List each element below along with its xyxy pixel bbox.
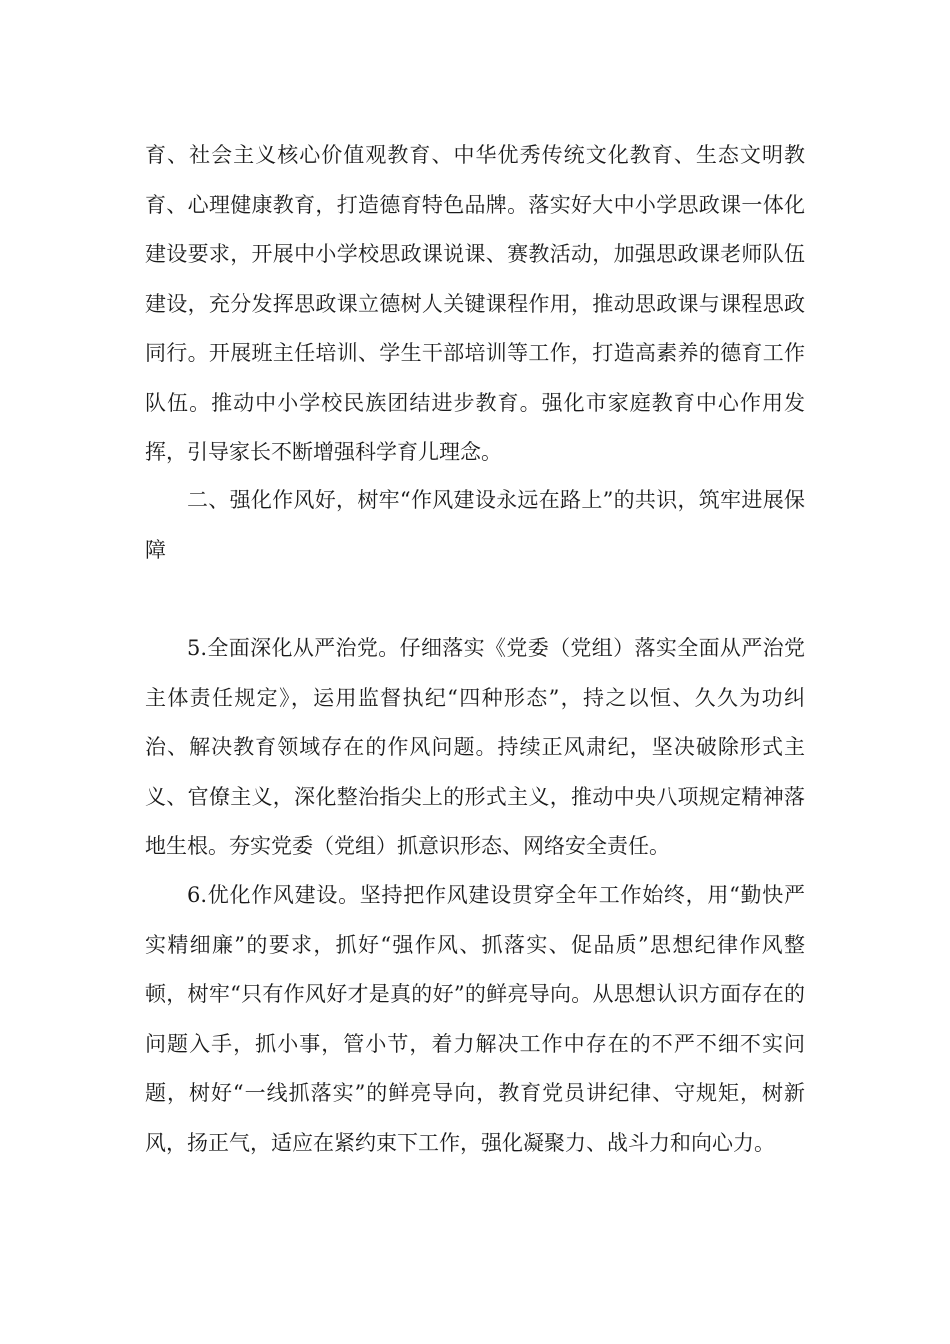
section-heading-work-style: 二、强化作风好，树牢“作风建设永远在路上”的共识，筑牢进展保障 <box>145 488 805 562</box>
paragraph-moral-education: 育、社会主义核心价值观教育、中华优秀传统文化教育、生态文明教育、心理健康教育，打造德育特色品牌。落实好大中小学思政课一体化建设要求，开展中小学校思政课说课、赛教活动，加强思政课老师队伍建设，充分发挥思政课立德树人关键课程作用，推动思政课与课程思政同行。开展班主任培训、学生干部培训等工作，打造高素养的德育工作队伍。推动中小学校民族团结进步教育。强化市家庭教育中心作用发挥，引导家长不断增强科学育儿理念。 <box>145 143 805 464</box>
paragraph-party-governance: 5.全面深化从严治党。仔细落实《党委（党组）落实全面从严治党主体责任规定》，运用监督执纪“四种形态”，持之以恒、久久为功纠治、解决教育领域存在的作风问题。持续正风肃纪，坚决破除形式主义、官僚主义，深化整治指尖上的形式主义，推动中央八项规定精神落地生根。夯实党委（党组）抓意识形态、网络安全责任。 <box>145 636 805 858</box>
paragraph-work-style-building: 6.优化作风建设。坚持把作风建设贯穿全年工作始终，用“勤快严实精细廉”的要求，抓好“强作风、抓落实、促品质”思想纪律作风整顿，树牢“只有作风好才是真的好”的鲜亮导向。从思想认识方面存在的问题入手，抓小事，管小节，着力解决工作中存在的不严不细不实问题，树好“一线抓落实”的鲜亮导向，教育党员讲纪律、守规矩，树新风，扬正气，适应在紧约束下工作，强化凝聚力、战斗力和向心力。 <box>145 883 805 1155</box>
